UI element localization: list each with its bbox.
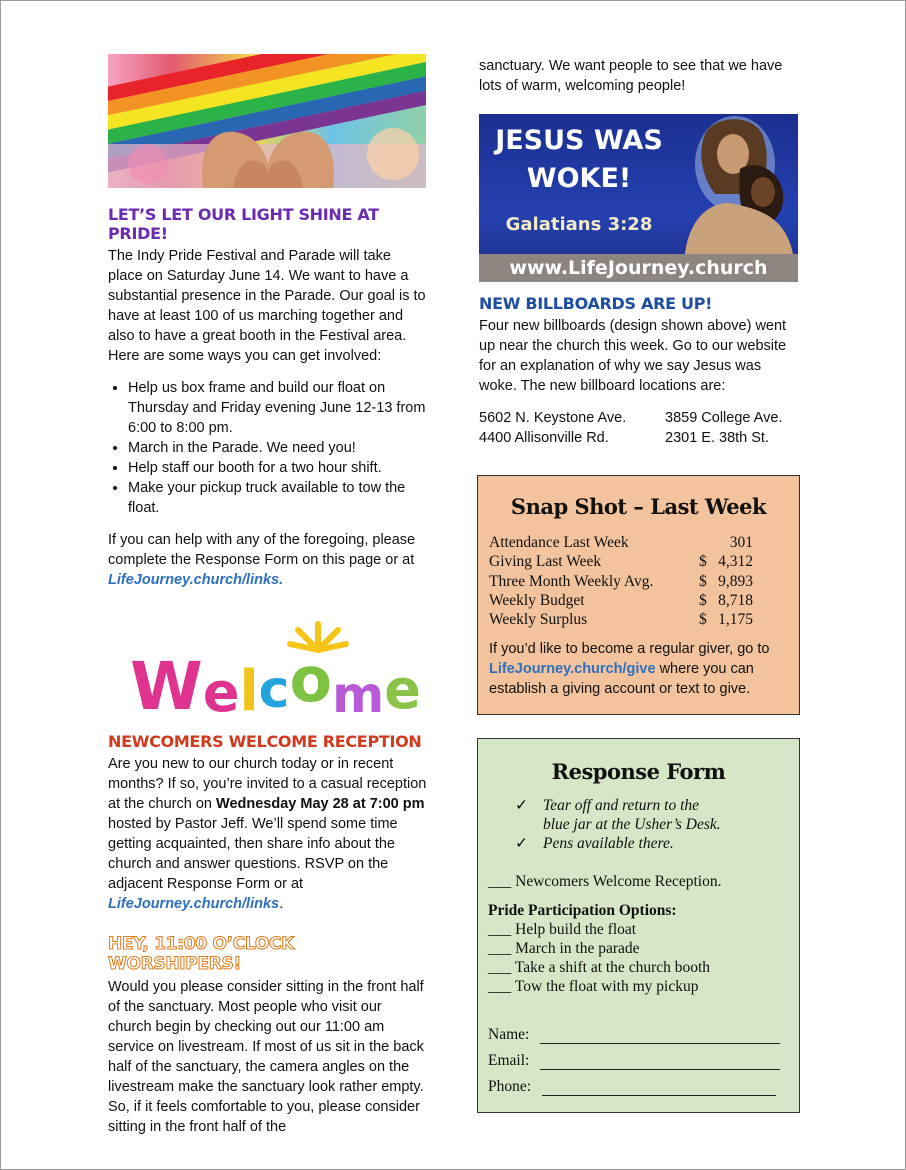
pride-option[interactable] [488,958,799,977]
welcome-letter: o [289,643,333,716]
welcome-letter: l [239,659,259,724]
snapshot-box [477,475,800,715]
pride-bullet-list [108,378,428,518]
welcome-letter: m [332,666,385,724]
phone-field[interactable] [542,1081,776,1096]
pride-paragraph: The Indy Pride Festival and Parade will take place on Saturday June 14. We want to have a substantial presence in the Parade. Our goal is to have at least 100 of us marching together and also to have a great booth in the Festival area. Here are some ways you can get involved: [108,248,426,364]
list-item: • Help us box frame and build our float on Thursday and Friday evening June 12-13 from 6:00 to 8:00 pm. [128,378,428,438]
option-label: Help build the float [515,921,637,938]
blank-line: ___ [488,959,512,976]
pride-closing [108,530,428,590]
location-item: 3859 College Ave. [665,410,783,426]
welcome-letter: c [258,660,290,720]
billboards-paragraph: Four new billboards (design shown above) went up near the church this week. Go to our website for an explanation of why we say Jesus was woke. The new billboard locations are: [479,318,787,394]
check-icon: ✓ [515,835,528,852]
email-field[interactable] [540,1055,780,1070]
table-row [489,610,799,629]
pride-option[interactable] [488,939,799,958]
welcome-letter: W [130,648,203,725]
snapshot-text-b: where you can establish a giving account or text to give. [489,661,754,698]
option-label: March in the parade [515,940,640,957]
snapshot-title: Snap Shot – Last Week [510,494,767,519]
snapshot-value: 4,312 [718,553,753,571]
snapshot-currency: $ [699,591,707,609]
newcomers-links-link[interactable]: LifeJourney.church/links [108,896,280,912]
left-column [108,54,428,1137]
snapshot-value: 8,718 [718,591,753,609]
billboard-verse: Galatians 3:28 [505,214,653,235]
instruction-line: Tear off and return to the [543,797,700,814]
newcomers-date: Wednesday May 28 at 7:00 pm [216,796,425,812]
blank-line: ___ [488,940,512,957]
snapshot-value: 9,893 [718,572,753,590]
blank-line: ___ [488,873,512,890]
response-form-box [477,738,800,1113]
billboard-line1: JESUS WAS [495,125,663,156]
option-label: Newcomers Welcome Reception. [515,873,722,890]
snapshot-currency: $ [699,553,707,571]
location-item: 5602 N. Keystone Ave. [479,410,627,426]
snapshot-value: 1,175 [718,611,753,629]
welcome-letter: e [384,658,421,721]
name-label: Name: [488,1026,530,1043]
rainbow-flag-hands-icon [108,54,426,188]
list-item: • Make your pickup truck available to tow the float. [128,478,428,518]
jesus-embrace-icon [675,114,795,254]
newcomers-text-a: Are you new to our church today or in recent months? If so, you’re invited to a casual reception at the church on [108,756,427,812]
welcome-letter: e [202,661,240,724]
phone-label: Phone: [488,1078,532,1095]
newcomers-period: . [279,896,284,912]
pride-option[interactable] [488,920,799,939]
email-label: Email: [488,1052,530,1069]
give-link[interactable]: LifeJourney.church/give [489,661,656,678]
newcomers-option[interactable] [488,872,799,891]
billboard-locations [479,408,801,448]
snapshot-currency: $ [699,572,707,590]
newcomers-heading: NEWCOMERS WELCOME RECEPTION [108,732,422,751]
table-row [489,572,799,591]
check-icon: ✓ [515,797,528,814]
pride-options-heading: Pride Participation Options: [488,902,677,919]
newcomers-paragraph [108,754,428,914]
snapshot-currency [699,533,713,552]
pride-closing-text: If you can help with any of the foregoing, please complete the Response Form on this page or at [108,532,416,568]
snapshot-table [489,533,799,629]
billboard-url: www.LifeJourney.church [509,257,768,279]
snapshot-label: Weekly Surplus [489,611,588,629]
blank-line: ___ [488,921,512,938]
table-row [489,552,799,571]
location-item: 2301 E. 38th St. [665,430,769,446]
response-instructions [515,796,799,853]
right-column [479,56,801,448]
billboards-heading: NEW BILLBOARDS ARE UP! [479,294,713,313]
pride-heading: LET’S LET OUR LIGHT SHINE AT PRIDE! [108,205,379,243]
snapshot-label: Three Month Weekly Avg. [489,572,654,590]
pride-photo [108,54,426,188]
instruction-line: Pens available there. [543,835,674,852]
snapshot-label: Weekly Budget [489,591,585,609]
instruction-line: blue jar at the Usher’s Desk. [543,816,721,833]
table-row [489,591,799,610]
location-item: 4400 Allisonville Rd. [479,430,609,446]
contact-fields [488,1018,799,1096]
snapshot-label: Giving Last Week [489,553,602,571]
table-row [489,533,799,552]
pride-options-list [488,920,799,996]
list-item: • March in the Parade. We need you! [128,438,428,458]
option-label: Tow the float with my pickup [514,978,699,995]
worshipers-heading: HEY, 11:00 O’CLOCK WORSHIPERS! [108,934,295,974]
worshipers-paragraph: Would you please consider sitting in the front half of the sanctuary. Most people who visit our church begin by checking out our 11:00 am service on livestream. If most of us sit in the back half of the sanctuary, the camera angles on the livestream make the sanctuary look rather empty. So, if it feels comfortable to you, please consider sitting in the front half of the [108,979,424,1135]
list-item: • Help staff our booth for a two hour shift. [128,458,428,478]
snapshot-currency: $ [699,611,707,629]
blank-line: ___ [488,978,512,995]
name-field[interactable] [540,1029,780,1044]
pride-option[interactable] [488,977,799,996]
snapshot-value: 301 [729,534,753,551]
snapshot-label: Attendance Last Week [489,534,629,551]
billboard-line2: WOKE! [526,163,632,194]
welcome-graphic [108,612,426,725]
response-form-title: Response Form [551,759,726,784]
option-label: Take a shift at the church booth [514,959,711,976]
newcomers-text-b: hosted by Pastor Jeff. We’ll spend some time getting acquainted, then share info about the church and answer questions. RSVP on the adjacent Response Form or at [108,816,398,892]
snapshot-text-a: If you’d like to become a regular giver, go to [489,641,770,658]
billboard-image [479,114,798,282]
pride-links-link[interactable]: LifeJourney.church/links. [108,572,284,588]
worshipers-continued: sanctuary. We want people to see that we have lots of warm, welcoming people! [479,58,783,94]
snapshot-giving-text [489,639,787,699]
